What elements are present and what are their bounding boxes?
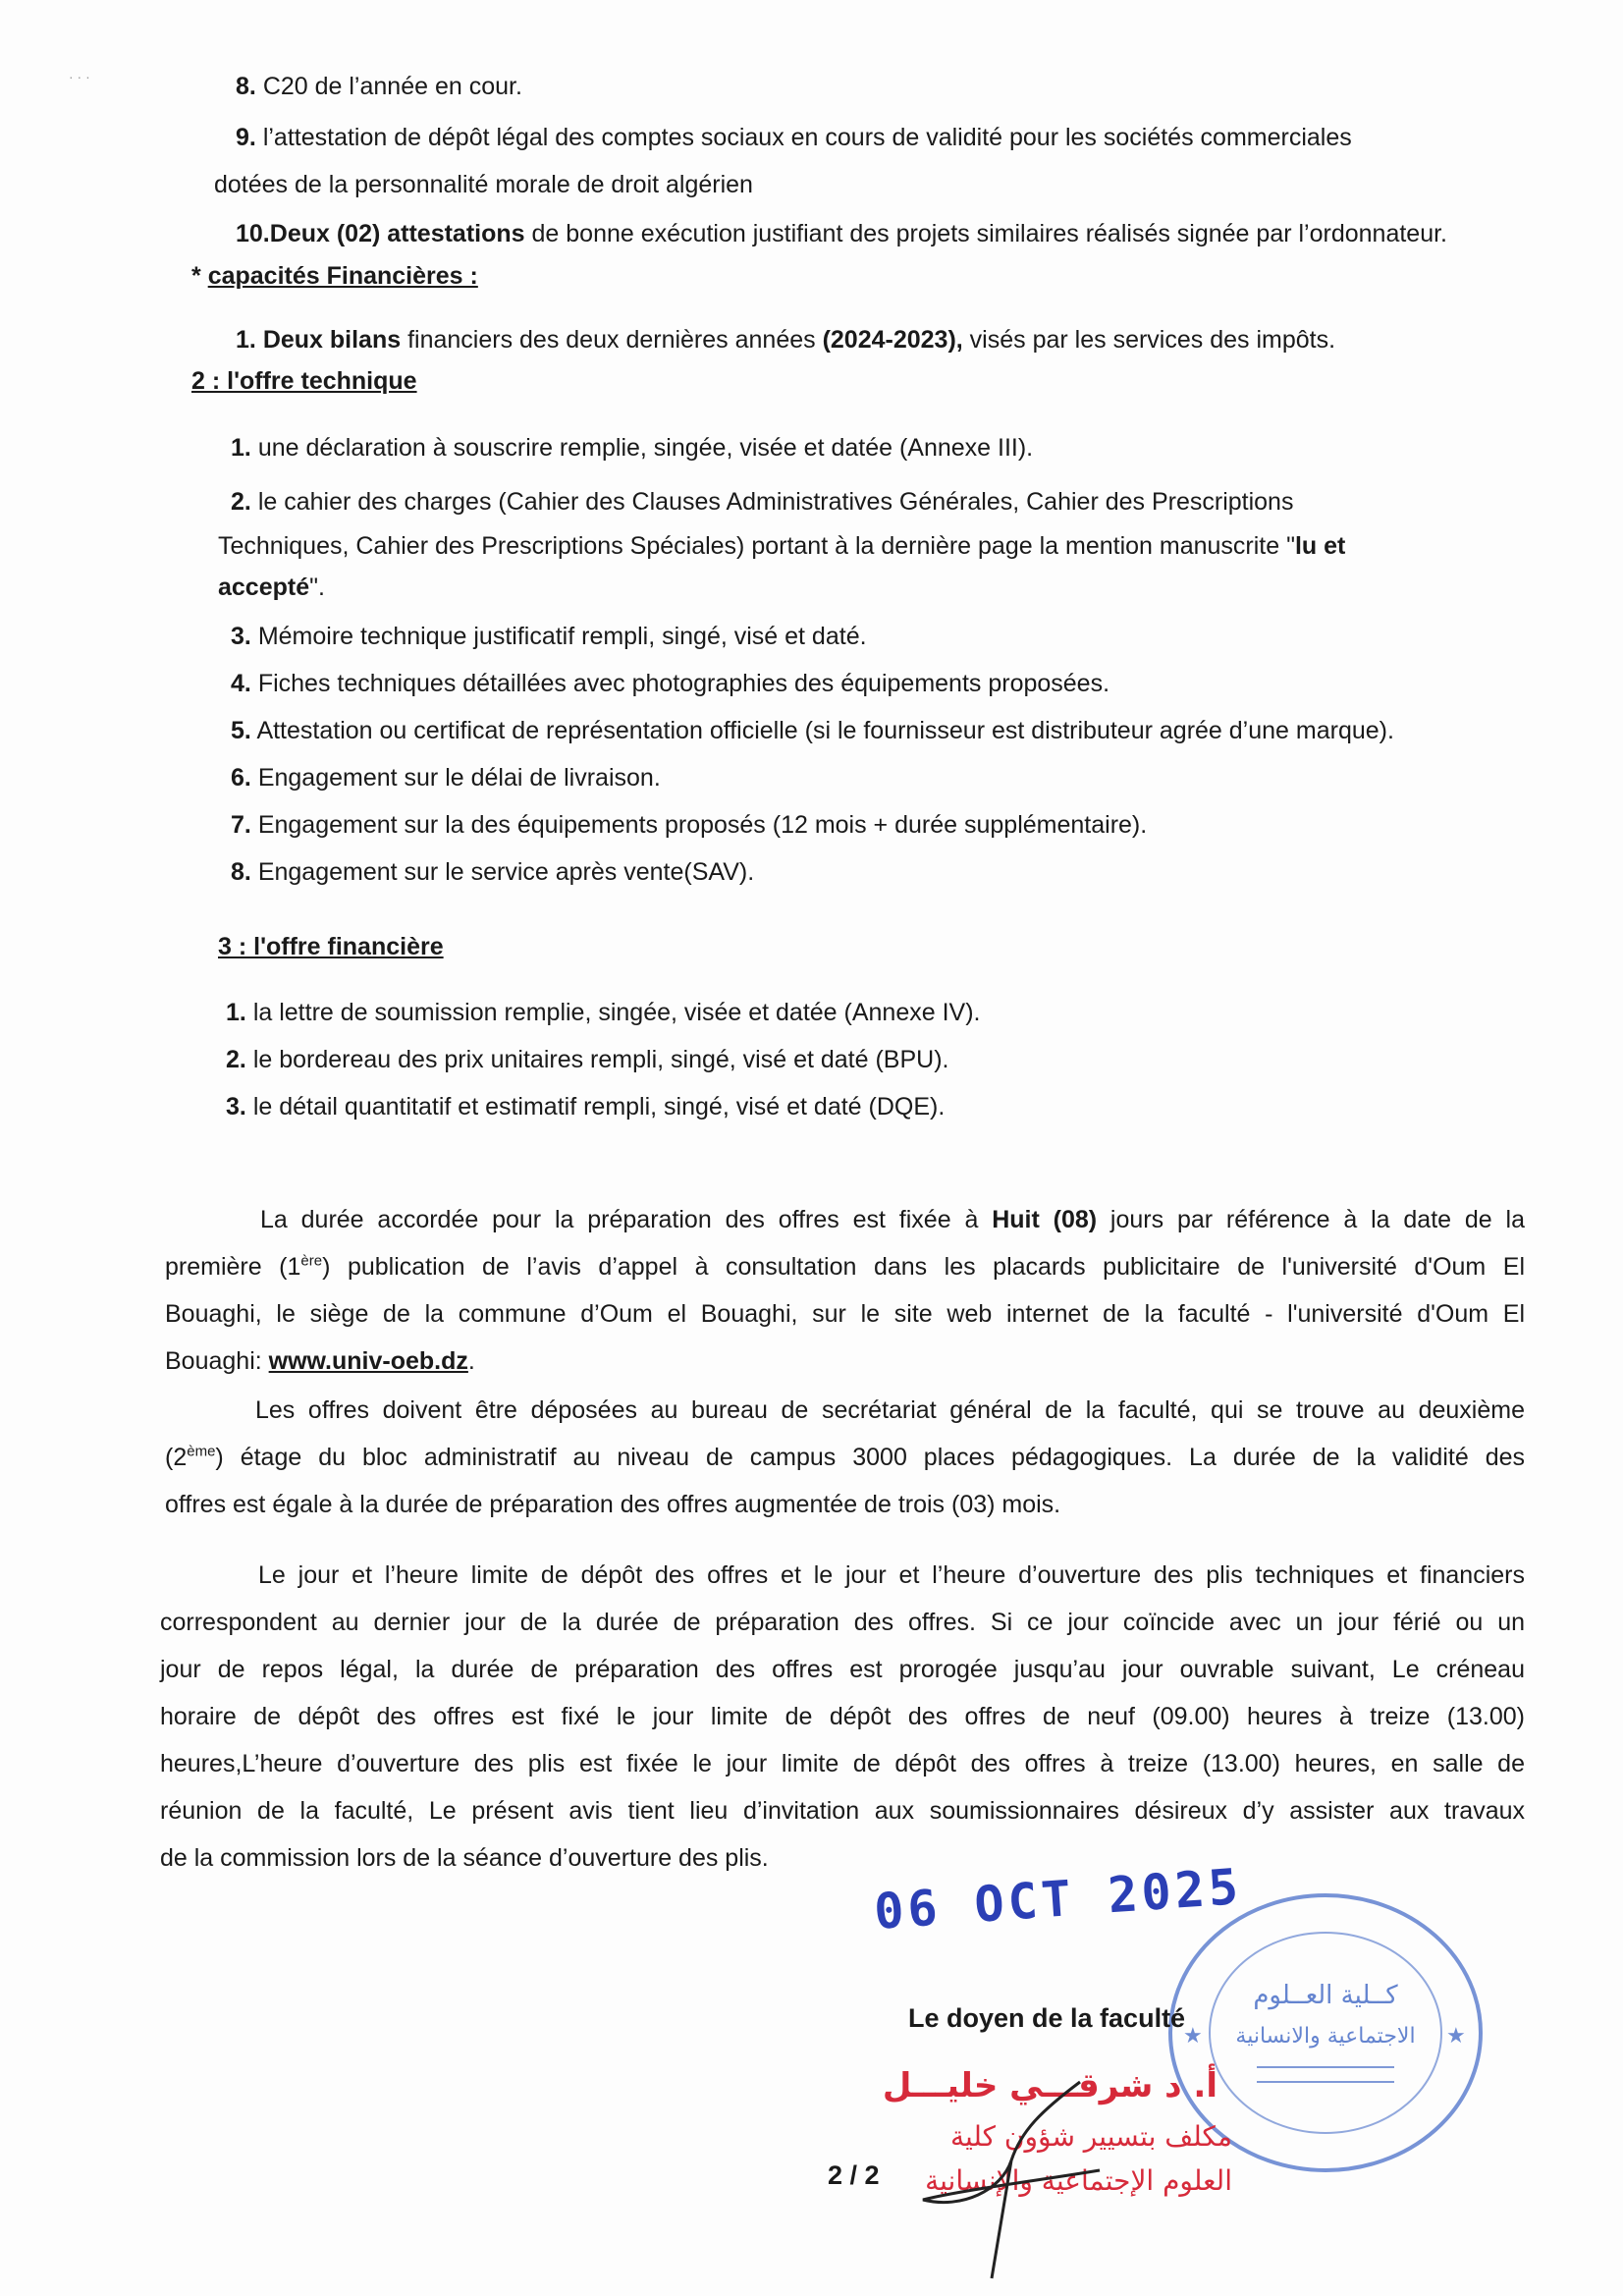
item-text: Attestation ou certificat de représentation officielle (si le fournisseur est distributeur agrée d’une marque). — [256, 717, 1394, 744]
date-stamp: 06 OCT 2025 — [872, 1857, 1244, 1941]
item-text: Engagement sur la des équipements proposés (12 mois + durée supplémentaire). — [257, 811, 1148, 839]
item-continuation — [218, 530, 1345, 562]
paragraph-line: de la commission lors de la séance d’ouverture des plis. — [160, 1844, 769, 1872]
item-text: le détail quantitatif et estimatif rempli, singé, visé et daté (DQE). — [252, 1093, 946, 1121]
list-item — [231, 856, 754, 888]
heading-text: capacités Financières : — [207, 262, 478, 290]
section-heading — [218, 931, 444, 962]
item-text: Engagement sur le service après vente(SAV). — [257, 858, 755, 886]
signature-line-3: العلوم الإجتماعية والإنسانية — [925, 2164, 1232, 2197]
bold-text: Huit (08) — [992, 1206, 1098, 1233]
paragraph-line: jour de repos légal, la durée de préparation des offres est prorogée jusqu’au jour ouvrable suivant, Le créneau — [160, 1656, 1525, 1683]
text: première (1 — [165, 1253, 301, 1281]
paragraph-line: horaire de dépôt des offres est fixé le jour limite de dépôt des offres de neuf (09.00) heures à treize (13.00) — [160, 1703, 1525, 1730]
signature-stamp — [844, 2052, 1257, 2288]
item-number: 9. — [236, 124, 256, 151]
paragraph-line: Bouaghi, le siège de la commune d’Oum el Bouaghi, sur le site web internet de la faculté - l'université d'Oum El — [165, 1300, 1525, 1328]
item-text: l’attestation de dépôt légal des comptes sociaux en cours de validité pour les sociétés commerciales — [262, 124, 1352, 151]
text: Bouaghi: — [165, 1347, 269, 1375]
list-item — [231, 809, 1147, 841]
paragraph — [160, 1552, 1525, 1882]
text: La durée accordée pour la préparation des offres est fixée à — [260, 1206, 993, 1233]
list-item — [226, 1091, 945, 1122]
item-text: de bonne exécution justifiant des projets similaires réalisés signée par l’ordonnateur. — [524, 220, 1447, 247]
paragraph-line: offres est égale à la durée de préparation des offres augmentée de trois (03) mois. — [165, 1491, 1061, 1518]
list-item — [231, 621, 867, 652]
text: (2 — [165, 1444, 188, 1471]
heading-text: 3 : l'offre financière — [218, 933, 444, 960]
paragraph — [165, 1387, 1525, 1528]
list-item — [231, 432, 1033, 464]
signature-line-1: أ. د شرقـــي خليـــل — [882, 2066, 1217, 2105]
paragraph-line — [165, 1338, 1525, 1385]
item-number: 8. — [236, 73, 256, 100]
item-text: visés par les services des impôts. — [962, 326, 1336, 354]
list-item — [236, 324, 1335, 355]
paragraph-line: correspondent au dernier jour de la durée de préparation des offres. Si ce jour coïncide avec un jour férié ou un — [160, 1609, 1525, 1636]
item-number: 1. — [231, 434, 251, 462]
item-number: 2. — [226, 1046, 246, 1073]
item-number: 8. — [231, 858, 251, 886]
heading-text: 2 : l'offre technique — [191, 367, 417, 395]
item-text: Techniques, Cahier des Prescriptions Spéciales) portant à la dernière page la mention manuscrite " — [218, 532, 1295, 560]
item-continuation: dotées de la personnalité morale de droit algérien — [214, 171, 753, 198]
item-bold-text: Deux (02) attestations — [269, 220, 525, 247]
item-text: une déclaration à souscrire remplie, singée, visée et datée (Annexe III). — [257, 434, 1034, 462]
section-heading — [191, 260, 478, 292]
item-text: ". — [309, 574, 325, 601]
item-bold-text: Deux bilans — [262, 326, 402, 354]
item-number: 5. — [231, 717, 251, 744]
page-number: 2 / 2 — [828, 2160, 880, 2190]
text: jours par référence à la date de la — [1097, 1206, 1525, 1233]
item-bold-text: (2024-2023), — [822, 326, 963, 354]
paragraph-line — [165, 1196, 1525, 1243]
item-bold-text: accepté — [218, 574, 310, 601]
paragraph-line: Les offres doivent être déposées au bureau de secrétariat général de la faculté, qui se trouve au deuxième — [255, 1396, 1525, 1424]
section-heading — [191, 365, 417, 397]
paragraph-line — [165, 1243, 1525, 1290]
item-number: 10. — [236, 220, 270, 247]
text: ) publication de l’avis d’appel à consultation dans les placards publicitaire de l'université d'Oum El — [322, 1253, 1525, 1281]
paragraph-line — [165, 1434, 1525, 1481]
text: ) étage du bloc administratif au niveau de campus 3000 places pédagogiques. La durée de la validité des — [215, 1444, 1525, 1471]
website-link[interactable]: www.univ-oeb.dz — [268, 1347, 468, 1375]
item-bold-text: lu et — [1294, 532, 1346, 560]
item-number: 3. — [226, 1093, 246, 1121]
item-number: 1. — [236, 326, 256, 354]
seal-text-1: كــلية العــلوم — [1253, 1981, 1398, 2010]
item-text: Mémoire technique justificatif rempli, singé, visé et daté. — [257, 623, 867, 650]
list-item — [231, 486, 1293, 518]
paragraph-line: Le jour et l’heure limite de dépôt des offres et le jour et l’heure d’ouverture des plis techniques et financiers — [258, 1561, 1525, 1589]
item-text: le bordereau des prix unitaires rempli, singé, visé et daté (BPU). — [252, 1046, 949, 1073]
text: . — [467, 1347, 475, 1375]
seal-text-2: الاجتماعية والانسانية — [1235, 2024, 1416, 2049]
item-number: 7. — [231, 811, 251, 839]
item-text: la lettre de soumission remplie, singée, visée et datée (Annexe IV). — [252, 999, 981, 1026]
item-text: Engagement sur le délai de livraison. — [257, 764, 661, 792]
item-number: 2. — [231, 488, 251, 516]
list-item — [236, 218, 1447, 249]
item-number: 4. — [231, 670, 251, 697]
list-item — [231, 715, 1394, 746]
superscript: ère — [300, 1252, 323, 1270]
paragraph-line: réunion de la faculté, Le présent avis tient lieu d’invitation aux soumissionnaires désireux d’y assister aux travaux — [160, 1797, 1525, 1825]
item-text: le cahier des charges (Cahier des Clauses Administratives Générales, Cahier des Prescriptions — [257, 488, 1294, 516]
svg-text:★: ★ — [1183, 2024, 1203, 2049]
list-item — [231, 668, 1109, 699]
list-item — [226, 1044, 948, 1075]
list-item — [226, 997, 980, 1028]
signature-line-2: مكلف بتسيير شؤون كلية — [949, 2120, 1232, 2153]
paragraph-line: heures,L’heure d’ouverture des plis est fixée le jour limite de dépôt des offres à treize (13.00) heures, en salle de — [160, 1750, 1525, 1777]
svg-text:★: ★ — [1446, 2024, 1466, 2049]
item-text: C20 de l’année en cour. — [262, 73, 522, 100]
list-item — [236, 71, 522, 102]
item-number: 6. — [231, 764, 251, 792]
item-number: 1. — [226, 999, 246, 1026]
item-continuation — [218, 572, 325, 603]
list-item — [231, 762, 661, 793]
list-item — [236, 122, 1352, 153]
dean-label: Le doyen de la faculté — [908, 2003, 1186, 2033]
item-text: financiers des deux dernières années — [401, 326, 823, 354]
superscript: ème — [187, 1443, 216, 1460]
bullet: * — [191, 262, 208, 290]
scan-artifact: · · · — [69, 69, 90, 84]
paragraph — [165, 1196, 1525, 1385]
item-number: 3. — [231, 623, 251, 650]
item-text: Fiches techniques détaillées avec photographies des équipements proposées. — [257, 670, 1110, 697]
